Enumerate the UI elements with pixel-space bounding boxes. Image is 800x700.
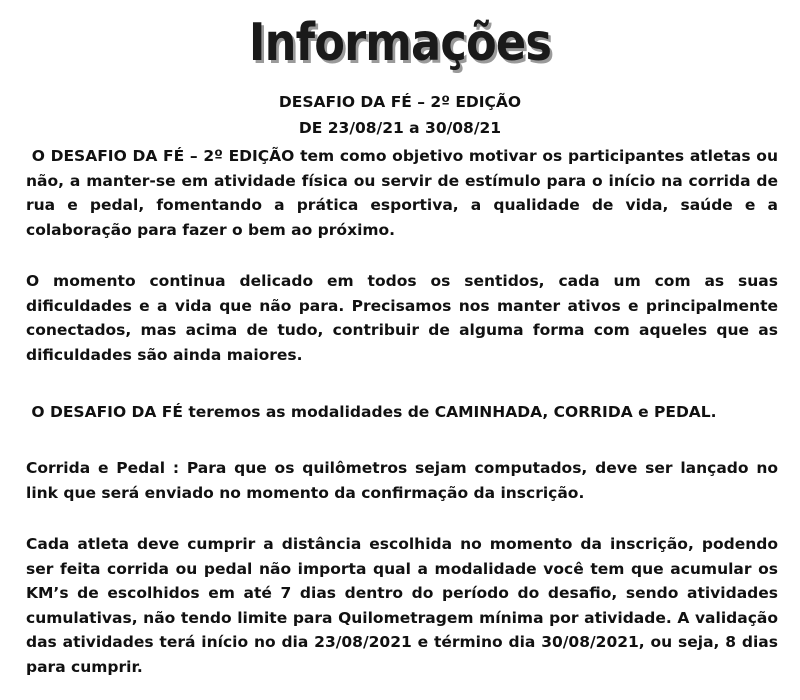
event-dates: DE 23/08/21 a 30/08/21 <box>298 119 502 137</box>
paragraph-run-and-bike: Corrida e Pedal : Para que os quilômetros sejam computados, deve ser lançado no link que será enviado no momento da confirmação da inscrição. <box>26 459 778 502</box>
event-name: DESAFIO DA FÉ – 2º EDIÇÃO <box>278 93 522 111</box>
paragraph-moment: O momento continua delicado em todos os sentidos, cada um com as suas dificuldades e a vida que não para. Precisamos nos manter ativos e principalmente conectados, mas acima de tudo, contribuir de alguma forma com aqueles que as dificuldades são ainda maiores. <box>26 272 778 364</box>
paragraph-modalities: O DESAFIO DA FÉ teremos as modalidades de CAMINHADA, CORRIDA e PEDAL. <box>26 403 717 421</box>
page-title: Informações <box>248 13 552 73</box>
paragraph-rules: Cada atleta deve cumprir a distância escolhida no momento da inscrição, podendo ser feita corrida ou pedal não importa qual a modalidade você tem que acumular os KM’s de escolhidos em até 7 dias dentro do período do desafio, sendo atividades cumulativas, não tendo limite para Quilometragem mínima por atividade. A validação das atividades terá início no dia 23/08/2021 e término dia 30/08/2021, ou seja, 8 dias para cumprir. <box>26 535 778 676</box>
paragraph-objective: O DESAFIO DA FÉ – 2º EDIÇÃO tem como objetivo motivar os participantes atletas ou não, a manter-se em atividade física ou servir de estímulo para o início na corrida de rua e pedal, fomentando a prática esportiva, a qualidade de vida, saúde e a colaboração para fazer o bem ao próximo. <box>26 147 784 239</box>
